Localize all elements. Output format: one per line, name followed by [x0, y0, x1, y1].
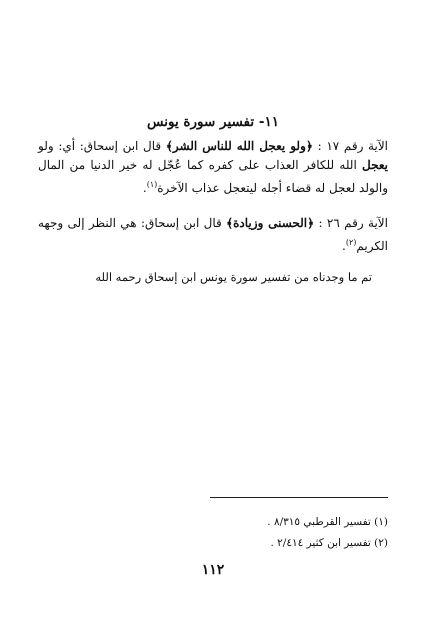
- page-number: ١١٢: [201, 562, 225, 578]
- verse-17-end: .: [142, 181, 147, 195]
- verse-17-commentary: [38, 137, 388, 198]
- verse-17-text-a: قال ابن إسحاق: أي: ولو: [38, 139, 166, 153]
- footnote-1: (١) تفسير القرطبي ٨/٣١٥ .: [267, 516, 388, 528]
- verse-26-intro: الآية رقم ٢٦ :: [314, 216, 388, 230]
- verse-17-quote: ﴿ولو يعجل الله للناس الشر﴾: [165, 139, 313, 153]
- verse-26-text: قال ابن إسحاق: هي النظر إلى وجهه الكريم: [38, 216, 388, 253]
- section-title: ١١- تفسير سورة يونس: [147, 114, 279, 130]
- verse-26-commentary: [38, 214, 388, 256]
- footnote-ref-2: (٢): [345, 238, 357, 247]
- footnote-separator: [210, 497, 388, 498]
- verse-17-bold-word: يعجل: [362, 158, 388, 172]
- footnote-ref-1: (١): [146, 180, 158, 189]
- closing-line: تم ما وجدناه من تفسير سورة يونس ابن إسحاق رحمه الله: [95, 270, 372, 284]
- verse-17-text-b: الله للكافر العذاب على كفره كما عُجّل له خير الدنيا من المال والولد لعجل له قضاء أجله ليتعجل عذاب الآخرة: [38, 158, 388, 195]
- verse-26-quote: ﴿الحسنى وزيادة﴾: [226, 216, 315, 230]
- verse-17-intro: الآية رقم ١٧ :: [312, 139, 389, 153]
- verse-26-end: .: [342, 239, 346, 253]
- footnote-2: (٢) تفسير ابن كثير ٢/٤١٤ .: [270, 537, 388, 549]
